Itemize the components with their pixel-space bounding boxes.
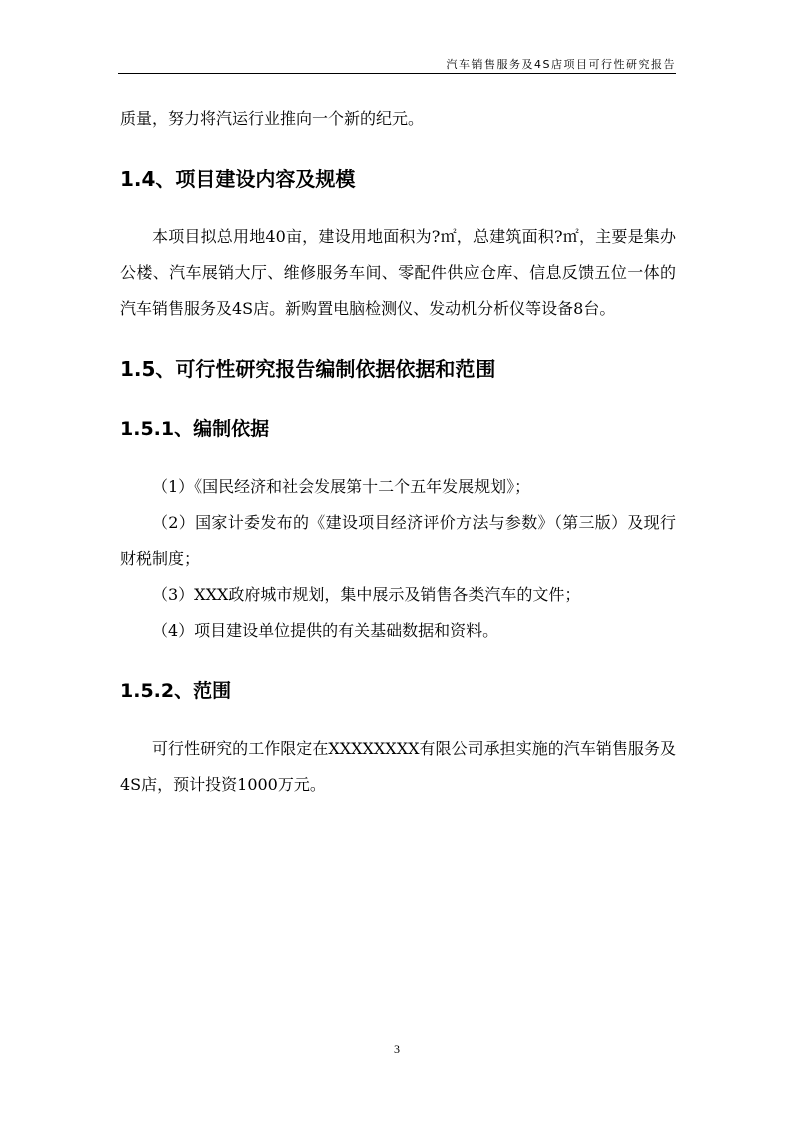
subsection-heading-1-5-2: 1.5.2、范围 [120,680,232,702]
basis-item-3: （3）XXX政府城市规划，集中展示及销售各类汽车的文件； [152,585,581,604]
intro-line: 质量，努力将汽运行业推向一个新的纪元。 [120,109,425,128]
project-scale-paragraph: 本项目拟总用地40亩，建设用地面积为?㎡，总建筑面积?㎡，主要是集办公楼、汽车展销大厅、维修服务车间、零配件供应仓库、信息反馈五位一体的汽车销售服务及4S店。新购置电脑检测仪、发动机分析仪等设备8台。 [120,227,676,318]
page-number: 3 [394,1042,400,1056]
running-header: 汽车销售服务及4S店项目可行性研究报告 [446,58,676,71]
basis-item-1: （1）《国民经济和社会发展第十二个五年发展规划》； [152,477,531,496]
scope-paragraph: 可行性研究的工作限定在XXXXXXXX有限公司承担实施的汽车销售服务及4S店，预计投资1000万元。 [120,739,676,794]
basis-item-2: （2）国家计委发布的《建设项目经济评价方法与参数》（第三版）及现行财税制度； [120,513,676,568]
section-heading-1-5: 1.5、可行性研究报告编制依据依据和范围 [120,357,496,381]
subsection-heading-1-5-1: 1.5.1、编制依据 [120,418,270,440]
document-body [120,101,676,803]
basis-item-4: （4）项目建设单位提供的有关基础数据和资料。 [152,621,499,640]
section-heading-1-4: 1.4、项目建设内容及规模 [120,167,356,191]
header-divider [118,73,676,74]
